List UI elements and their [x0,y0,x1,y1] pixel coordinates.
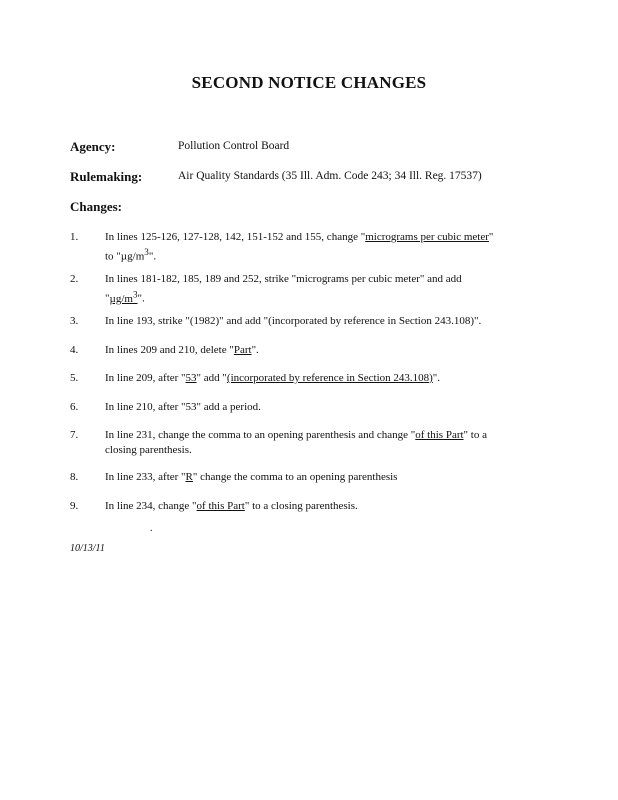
item-text: In line 233, after "R" change the comma to an opening parenthesis [105,471,398,483]
item-number: 8. [70,471,79,483]
document-date: 10/13/11 [70,543,105,554]
rulemaking-label: Rulemaking: [70,169,143,184]
item-number: 9. [70,500,79,512]
agency-label: Agency: [70,139,116,154]
rulemaking-value: Air Quality Standards (35 Ill. Adm. Code 243; 34 Ill. Reg. 17537) [178,170,482,182]
item-text: In line 209, after "53" add "(incorporated by reference in Section 243.108)". [105,372,441,384]
item-text: In lines 181-182, 185, 189 and 252, strike "micrograms per cubic meter" and add "$\mu g/m^3$". [105,273,462,305]
stray-mark: . [150,523,153,534]
item-number: 4. [70,344,79,356]
item-text: In line 210, after "53" add a period. [105,401,261,413]
item-text: In line 193, strike "(1982)" and add "(incorporated by reference in Section 243.108)". [105,315,482,327]
changes-heading: Changes: [70,199,123,214]
item-text: In lines 125-126, 127-128, 142, 151-152 and 155, change "micrograms per cubic meter" to "$\mu g/m^3$". [105,231,494,263]
item-number: 6. [70,401,79,413]
item-text: In lines 209 and 210, delete "Part". [105,344,259,356]
page-title: SECOND NOTICE CHANGES [191,73,427,92]
agency-value: Pollution Control Board [178,140,290,152]
item-text: In line 231, change the comma to an opening parenthesis and change "of this Part" to a closing parenthesis. [105,429,487,456]
item-number: 5. [70,372,79,384]
item-number: 3. [70,315,79,327]
item-number: 1. [70,231,79,243]
item-number: 7. [70,429,79,441]
item-number: 2. [70,273,79,285]
item-text: In line 234, change "of this Part" to a closing parenthesis. [105,500,358,512]
